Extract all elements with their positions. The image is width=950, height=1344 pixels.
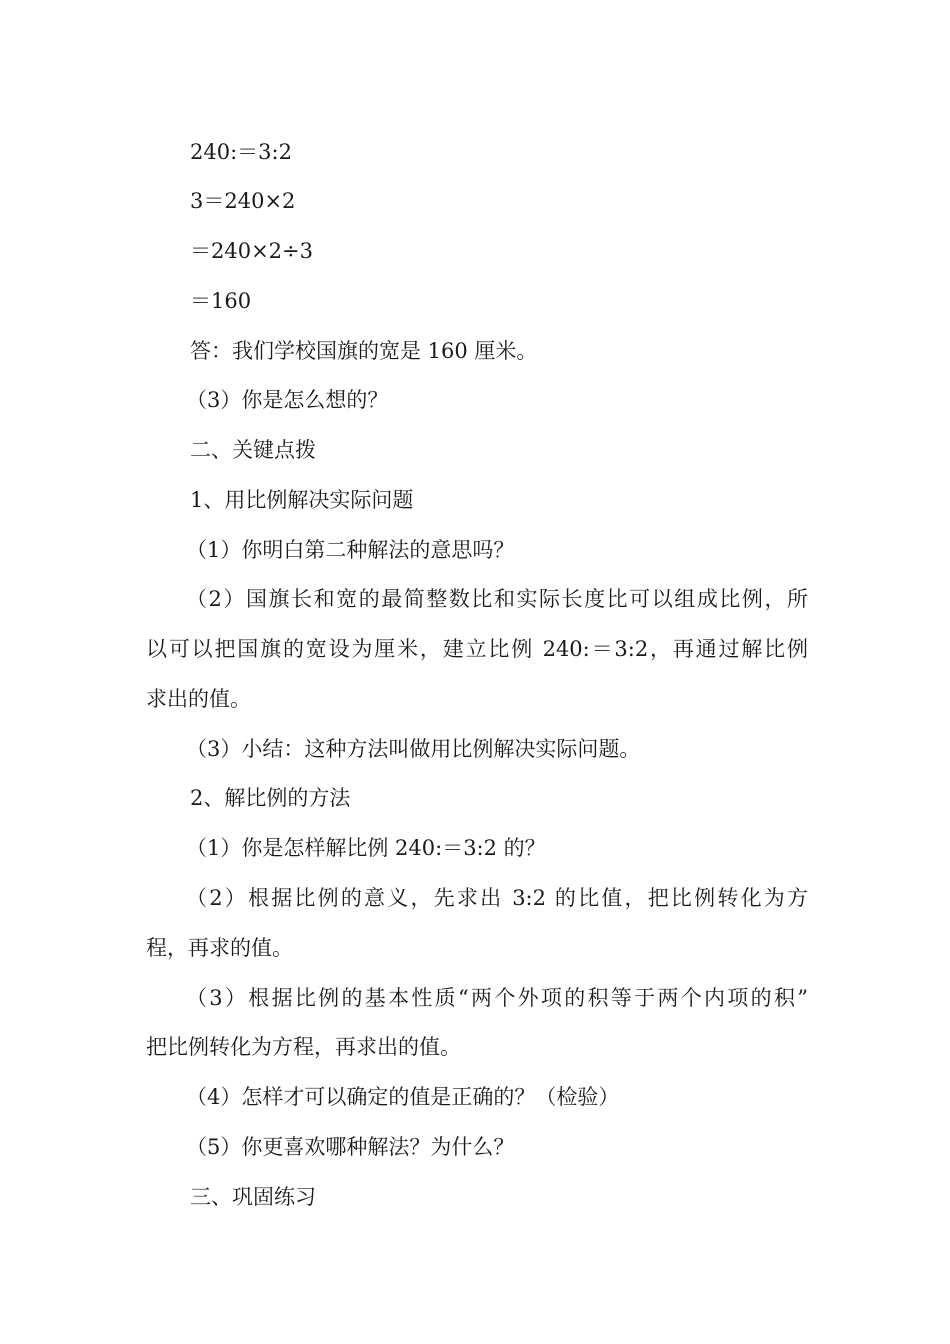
equation-line: 240:＝3:2 <box>190 140 292 164</box>
subsection-heading: 2、解比例的方法 <box>190 786 351 810</box>
paragraph-line: 以可以把国旗的宽设为厘米，建立比例 240:＝3:2，再通过解比例 <box>146 637 808 661</box>
equation-line: ＝240×2÷3 <box>190 239 313 263</box>
paragraph-line: （5）你更喜欢哪种解法？为什么？ <box>186 1135 515 1159</box>
equation-line: 3＝240×2 <box>190 189 296 213</box>
equation-line: ＝160 <box>190 289 252 313</box>
paragraph-line: 把比例转化为方程，再求出的值。 <box>146 1035 461 1059</box>
section-heading: 二、关键点拨 <box>190 438 316 462</box>
section-heading: 三、巩固练习 <box>190 1185 316 1209</box>
paragraph-line: （4）怎样才可以确定的值是正确的？（检验） <box>186 1085 620 1109</box>
answer-line: 答：我们学校国旗的宽是 160 厘米。 <box>190 339 538 363</box>
paragraph-line: （2）根据比例的意义，先求出 3:2 的比值，把比例转化为方 <box>186 886 808 910</box>
paragraph-line: （2）国旗长和宽的最简整数比和实际长度比可以组成比例，所 <box>186 587 808 611</box>
question-line: （3）你是怎么想的？ <box>186 388 389 412</box>
paragraph-line: （3）小结：这种方法叫做用比例解决实际问题。 <box>186 737 641 761</box>
paragraph-line: （3）根据比例的基本性质“两个外项的积等于两个内项的积” <box>186 986 808 1010</box>
paragraph-line: 程，再求的值。 <box>146 936 293 960</box>
paragraph-line: （1）你是怎样解比例 240:＝3:2 的？ <box>186 836 546 860</box>
subsection-heading: 1、用比例解决实际问题 <box>190 488 414 512</box>
paragraph-line: 求出的值。 <box>146 687 251 711</box>
paragraph-line: （1）你明白第二种解法的意思吗？ <box>186 538 515 562</box>
